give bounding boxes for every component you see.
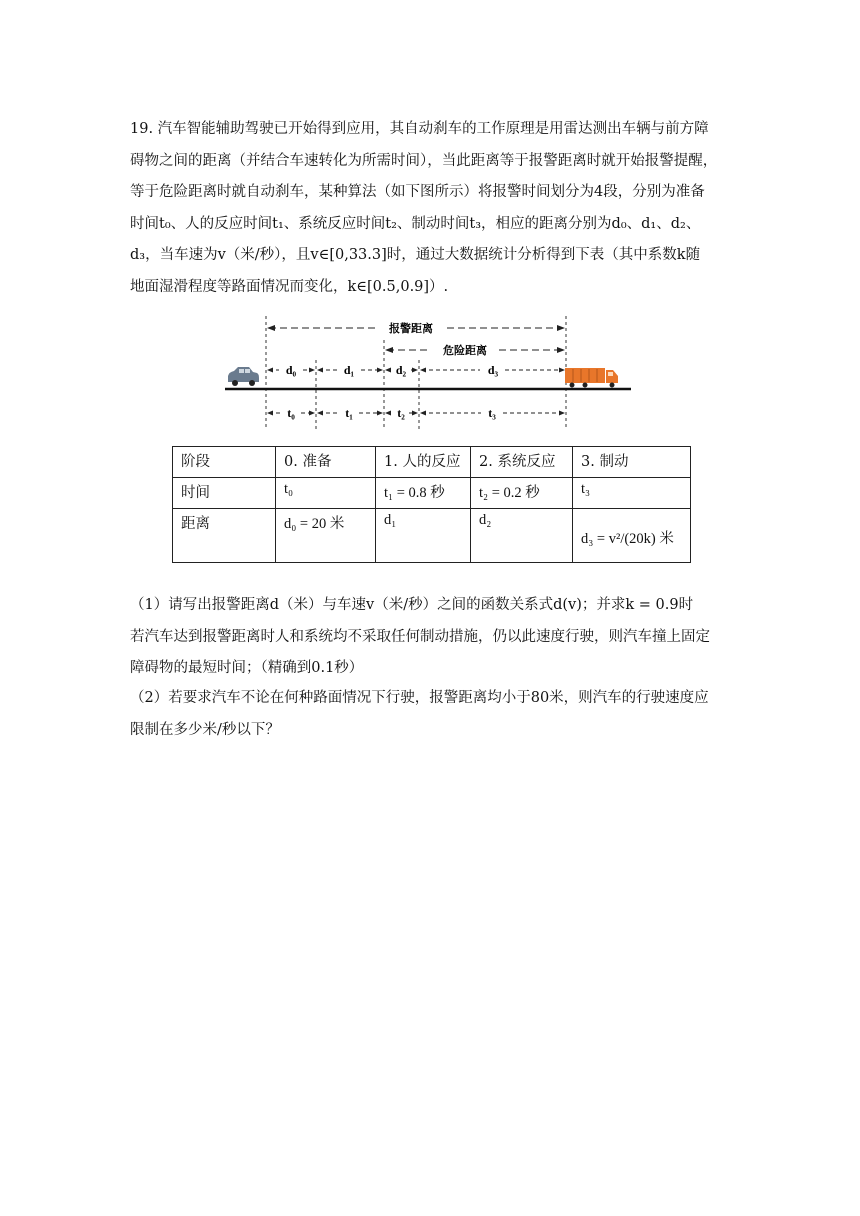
table-cell: 1. 人的反应 (376, 447, 471, 478)
d1-label: d₁ (343, 363, 355, 377)
question-2-line-1: （2）若要求汽车不论在何种路面情况下行驶，报警距离均小于80米，则汽车的行驶速度应 (130, 690, 709, 706)
d2-label: d₂ (395, 363, 407, 377)
question-2-line-2: 限制在多少米/秒以下？ (130, 721, 280, 738)
problem-line-1: 19. 汽车智能辅助驾驶已开始得到应用，其自动刹车的工作原理是用雷达测出车辆与前方障 (130, 121, 709, 137)
danger-distance-label: 危险距离 (443, 344, 487, 357)
table-cell: 2. 系统反应 (471, 447, 573, 478)
table-cell: t₂ = 0.2 秒 (471, 478, 573, 509)
table-cell: t₁ = 0.8 秒 (376, 478, 471, 509)
table-cell: 0. 准备 (276, 447, 376, 478)
t3-label: t₃ (488, 406, 496, 420)
problem-line-2: 碍物之间的距离（并结合车速转化为所需时间），当此距离等于报警距离时就开始报警提醒， (130, 152, 718, 169)
table-row-distance (173, 509, 691, 563)
table-cell: 3. 制动 (573, 447, 691, 478)
table-cell: 距离 (173, 509, 276, 563)
question-1-line-2: 若汽车达到报警距离时人和系统均不采取任何制动措施，仍以此速度行驶，则汽车撞上固定 (130, 628, 710, 645)
table-cell: t₀ (276, 478, 376, 509)
table-row-header (173, 447, 691, 478)
table-cell: d₂ (471, 509, 573, 563)
braking-distance-diagram (225, 312, 645, 436)
d0-label: d₀ (285, 363, 297, 377)
table-cell: 阶段 (173, 447, 276, 478)
d3-label: d₃ (487, 363, 499, 377)
question-2 (130, 683, 730, 746)
truck-icon (565, 368, 618, 388)
alarm-distance-label: 报警距离 (389, 322, 433, 335)
table-cell: d₀ = 20 米 (276, 509, 376, 563)
problem-line-5: d₃，当车速为v（米/秒），且v∈[0,33.3]时，通过大数据统计分析得到下表（其中系数k随 (130, 247, 701, 263)
table-cell: d₃ = v²/(20k) 米 (573, 509, 691, 563)
t0-label: t₀ (287, 406, 295, 420)
car-icon (228, 367, 259, 386)
problem-line-6: 地面湿滑程度等路面情况而变化，k∈[0.5,0.9]）. (130, 278, 449, 295)
problem-statement (130, 114, 730, 303)
question-1-line-3: 障碍物的最短时间；（精确到0.1秒） (130, 660, 364, 676)
table-row-time (173, 478, 691, 509)
problem-line-3: 等于危险距离时就自动刹车，某种算法（如下图所示）将报警时间划分为4段，分别为准备 (130, 184, 705, 200)
table-cell: t₃ (573, 478, 691, 509)
question-1 (130, 590, 730, 685)
stage-table (172, 446, 691, 563)
t1-label: t₁ (345, 406, 353, 420)
t2-label: t₂ (397, 406, 405, 420)
table-cell: d₁ (376, 509, 471, 563)
problem-line-4: 时间t₀、人的反应时间t₁、系统反应时间t₂、制动时间t₃，相应的距离分别为d₀、d₁、d₂、 (130, 215, 701, 232)
question-1-line-1: （1）请写出报警距离d（米）与车速v（米/秒）之间的函数关系式d(v)；并求k = 0.9时 (130, 597, 694, 613)
table-cell: 时间 (173, 478, 276, 509)
